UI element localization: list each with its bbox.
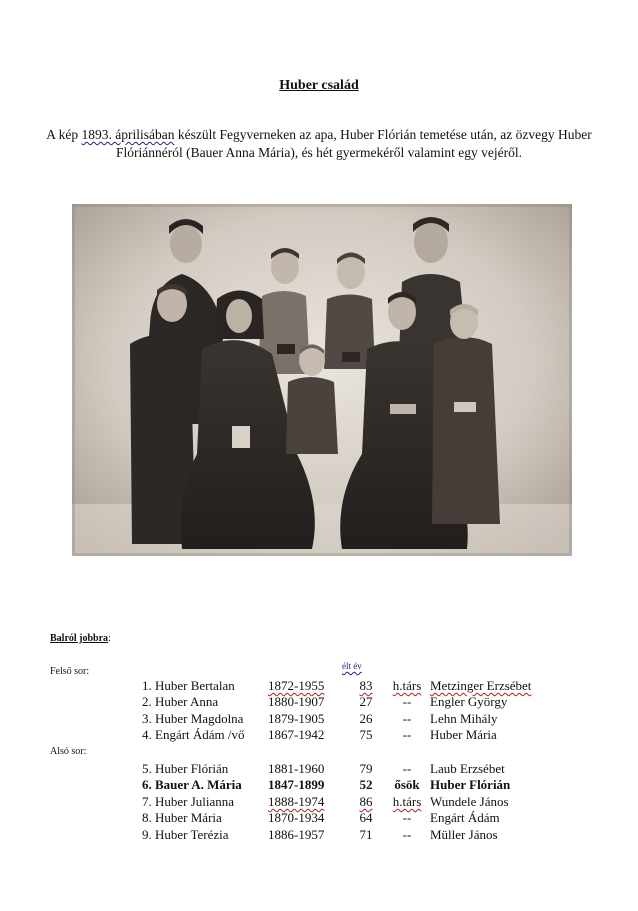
spouse-name: Huber Flórián [430,777,511,793]
top-row-list [142,678,550,744]
person-age: 52 [359,777,373,793]
person-age: 26 [359,710,373,726]
person-relation: -- [402,761,412,776]
list-item [142,794,550,810]
list-item [142,777,550,793]
person-spouse [430,810,550,826]
list-item [142,711,550,727]
list-item [142,827,550,843]
person-relation: -- [402,710,412,726]
bottom-row-list [142,761,550,843]
spouse-name: Huber Mária [430,727,497,743]
person-age: 64 [359,810,373,826]
spouse-name: Müller János [430,826,498,842]
person-age: 27 [359,694,373,710]
person-relation: h.társ [392,678,422,693]
person-relation: -- [402,727,412,743]
list-item [142,810,550,826]
spouse-name: Lehn Mihály [430,710,498,726]
spouse-name: Metzinger Erzsébet [430,678,532,693]
spouse-name: Engárt Ádám [430,810,500,826]
person-name: 8. Huber Mária [142,810,222,826]
person-relation: -- [402,694,412,710]
person-age: 71 [359,826,373,842]
person-years: 1870-1934 [268,810,325,826]
intro-date: 1893. áprilisában [81,127,175,142]
person-years: 1867-1942 [268,727,325,743]
family-photo-image [72,204,572,556]
person-relation: -- [402,826,412,842]
intro-text-end: készült Fegyverneken az apa, Huber Flórián temetése után, az özvegy Huber Flóriánnéról (Bauer Anna Mária), és hét gyermekéről valamint egy vejéről. [116,127,592,160]
person-age: 83 [359,678,373,693]
person-years: 1888-1974 [268,793,325,809]
person-name: 3. Huber Magdolna [142,710,244,726]
spouse-name: Wundele János [430,793,509,809]
person-years: 1847-1899 [268,777,325,793]
intro-text-start: A kép [46,127,82,142]
person-age: 75 [359,727,373,743]
list-item [142,727,550,743]
person-relation: -- [402,810,412,826]
person-age: 86 [359,793,373,809]
person-spouse [430,777,550,793]
list-heading-text: Balról jobbra [50,633,109,644]
person-age: 79 [359,761,373,776]
person-spouse [430,827,550,843]
intro-paragraph [40,126,598,162]
person-name: 5. Huber Flórián [142,761,229,776]
person-years: 1881-1960 [268,761,325,776]
person-relation: ősök [394,777,420,793]
spouse-name: Engler György [430,694,508,710]
spouse-name: Laub Erzsébet [430,761,505,776]
family-photo [72,204,572,556]
person-spouse [430,694,550,710]
person-name: 2. Huber Anna [142,694,219,710]
person-name: 1. Huber Bertalan [142,678,235,693]
list-item [142,678,550,694]
person-years: 1879-1905 [268,710,325,726]
person-years: 1880-1907 [268,694,325,710]
page-title: Huber család [279,78,359,93]
person-spouse [430,678,550,694]
person-name: 7. Huber Julianna [142,793,235,809]
person-spouse [430,761,550,777]
person-spouse [430,794,550,810]
row-label-bottom: Alsó sor: [50,746,87,757]
list-heading [50,633,111,644]
person-name: 4. Engárt Ádám /vő [142,727,245,743]
person-spouse [430,727,550,743]
person-years: 1872-1955 [268,678,325,693]
person-years: 1886-1957 [268,826,325,842]
person-name: 6. Bauer A. Mária [142,777,242,793]
person-spouse [430,711,550,727]
person-name: 9. Huber Terézia [142,826,229,842]
list-heading-colon: : [108,633,111,644]
list-item [142,694,550,710]
age-column-header: élt év [342,661,362,671]
row-label-top: Felső sor: [50,666,90,677]
person-relation: h.társ [392,793,422,809]
list-item [142,761,550,777]
